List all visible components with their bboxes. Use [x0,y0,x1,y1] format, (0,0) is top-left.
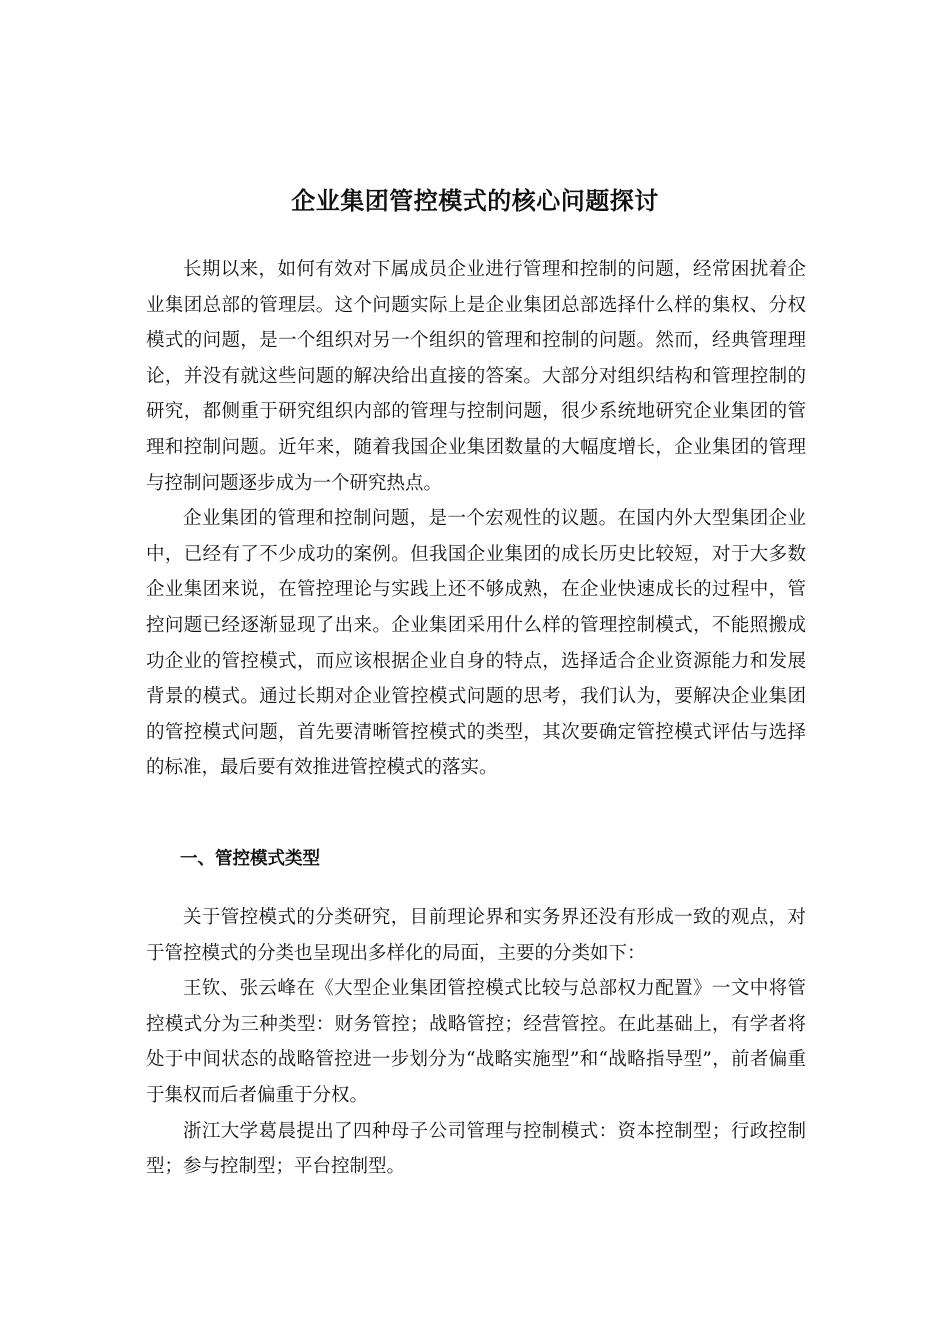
intro-paragraph: 长期以来，如何有效对下属成员企业进行管理和控制的问题，经常困扰着企业集团总部的管理层。这个问题实际上是企业集团总部选择什么样的集权、分权模式的问题，是一个组织对另一个组织的管理和控制的问题。然而，经典管理理论，并没有就这些问题的解决给出直接的答案。大部分对组织结构和管理控制的研究，都侧重于研究组织内部的管理与控制问题，很少系统地研究企业集团的管理和控制问题。近年来，随着我国企业集团数量的大幅度增长，企业集团的管理与控制问题逐步成为一个研究热点。 [146,259,806,494]
section-paragraph: 王钦、张云峰在《大型企业集团管控模式比较与总部权力配置》一文中将管控模式分为三种类型：财务管控；战略管控；经营管控。在此基础上，有学者将处于中间状态的战略管控进一步划分为“战略实施型”和“战略指导型”，前者偏重于集权而后者偏重于分权。 [146,978,806,1106]
intro-section [146,252,806,786]
document-title: 企业集团管控模式的核心问题探讨 [291,186,659,216]
section-body [146,900,806,1185]
section-paragraph: 浙江大学葛晨提出了四种母子公司管理与控制模式：资本控制型；行政控制型；参与控制型；平台控制型。 [146,1120,806,1178]
section-paragraph: 关于管控模式的分类研究，目前理论界和实务界还没有形成一致的观点，对于管控模式的分类也呈现出多样化的局面，主要的分类如下： [146,907,806,964]
intro-paragraph: 企业集团的管理和控制问题，是一个宏观性的议题。在国内外大型集团企业中，已经有了不少成功的案例。但我国企业集团的成长历史比较短，对于大多数企业集团来说，在管控理论与实践上还不够成熟，在企业快速成长的过程中，管控问题已经逐渐显现了出来。企业集团采用什么样的管理控制模式，不能照搬成功企业的管控模式，而应该根据企业自身的特点，选择适合企业资源能力和发展背景的模式。通过长期对企业管控模式问题的思考，我们认为，要解决企业集团的管控模式问题，首先要清晰管控模式的类型，其次要确定管控模式评估与选择的标准，最后要有效推进管控模式的落实。 [146,508,806,779]
section-heading: 一、管控模式类型 [180,849,320,869]
